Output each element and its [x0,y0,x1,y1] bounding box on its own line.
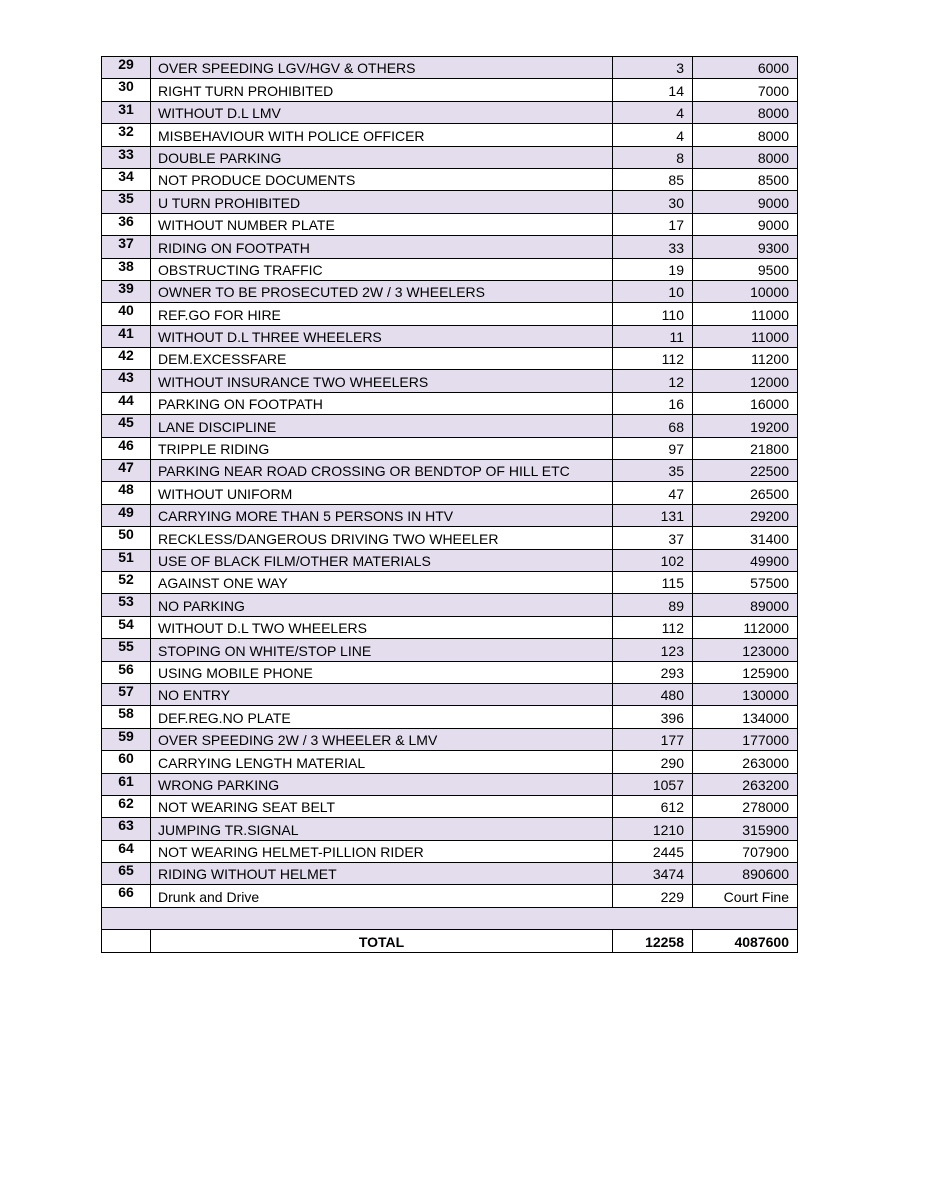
table-row [102,616,798,638]
table-row [102,392,798,414]
serial-number-cell: 33 [102,146,151,168]
table-row [102,795,798,817]
serial-number-cell: 62 [102,795,151,817]
offence-description-cell: LANE DISCIPLINE [151,415,613,437]
fine-amount-cell: 134000 [693,706,798,728]
table-row [102,683,798,705]
offence-description-cell: OVER SPEEDING LGV/HGV & OTHERS [151,57,613,79]
offence-description-cell: NO ENTRY [151,683,613,705]
fine-amount-cell: 707900 [693,840,798,862]
fine-amount-cell: 26500 [693,482,798,504]
offence-description-cell: U TURN PROHIBITED [151,191,613,213]
case-count-cell: 290 [613,751,693,773]
case-count-cell: 97 [613,437,693,459]
fine-amount-cell: 8000 [693,101,798,123]
serial-number-cell: 47 [102,460,151,482]
table-row [102,258,798,280]
total-empty-cell [102,930,151,952]
serial-number-cell: 34 [102,168,151,190]
serial-number-cell: 61 [102,773,151,795]
table-row [102,863,798,885]
serial-number-cell: 38 [102,258,151,280]
case-count-cell: 3474 [613,863,693,885]
serial-number-cell: 53 [102,594,151,616]
fine-amount-cell: 29200 [693,504,798,526]
fine-amount-cell: 9000 [693,191,798,213]
serial-number-cell: 60 [102,751,151,773]
offence-description-cell: PARKING NEAR ROAD CROSSING OR BENDTOP OF HILL ETC [151,460,613,482]
serial-number-cell: 46 [102,437,151,459]
case-count-cell: 16 [613,392,693,414]
fine-amount-cell: 16000 [693,392,798,414]
case-count-cell: 4 [613,124,693,146]
fine-amount-cell: 263200 [693,773,798,795]
offence-description-cell: NOT WEARING SEAT BELT [151,795,613,817]
offence-description-cell: OVER SPEEDING 2W / 3 WHEELER & LMV [151,728,613,750]
serial-number-cell: 35 [102,191,151,213]
case-count-cell: 123 [613,639,693,661]
table-row [102,773,798,795]
serial-number-cell: 48 [102,482,151,504]
serial-number-cell: 66 [102,885,151,907]
case-count-cell: 102 [613,549,693,571]
case-count-cell: 131 [613,504,693,526]
fine-amount-cell: 11000 [693,303,798,325]
fine-amount-cell: 89000 [693,594,798,616]
offence-description-cell: REF.GO FOR HIRE [151,303,613,325]
serial-number-cell: 64 [102,840,151,862]
fine-amount-cell: 112000 [693,616,798,638]
serial-number-cell: 29 [102,57,151,79]
fine-amount-cell: 31400 [693,527,798,549]
serial-number-cell: 42 [102,348,151,370]
case-count-cell: 3 [613,57,693,79]
fine-amount-cell: 21800 [693,437,798,459]
fine-amount-cell: 22500 [693,460,798,482]
serial-number-cell: 41 [102,325,151,347]
table-row [102,101,798,123]
total-amount-cell: 4087600 [693,930,798,952]
fine-amount-cell: 890600 [693,863,798,885]
case-count-cell: 11 [613,325,693,347]
offence-description-cell: NOT WEARING HELMET-PILLION RIDER [151,840,613,862]
table-row [102,549,798,571]
table-row [102,191,798,213]
fine-amount-cell: 315900 [693,818,798,840]
serial-number-cell: 40 [102,303,151,325]
offence-description-cell: JUMPING TR.SIGNAL [151,818,613,840]
serial-number-cell: 65 [102,863,151,885]
fine-amount-cell: 11200 [693,348,798,370]
table-row [102,728,798,750]
table-row [102,527,798,549]
total-row [102,930,798,952]
case-count-cell: 112 [613,616,693,638]
serial-number-cell: 32 [102,124,151,146]
fine-amount-cell: 177000 [693,728,798,750]
fine-amount-cell: 12000 [693,370,798,392]
table-row [102,370,798,392]
table-row [102,79,798,101]
fine-amount-cell: 9000 [693,213,798,235]
table-row [102,325,798,347]
offence-description-cell: WITHOUT INSURANCE TWO WHEELERS [151,370,613,392]
case-count-cell: 89 [613,594,693,616]
serial-number-cell: 37 [102,236,151,258]
case-count-cell: 85 [613,168,693,190]
table-row [102,571,798,593]
offence-description-cell: DEF.REG.NO PLATE [151,706,613,728]
offence-description-cell: WITHOUT NUMBER PLATE [151,213,613,235]
serial-number-cell: 55 [102,639,151,661]
serial-number-cell: 44 [102,392,151,414]
table-row [102,818,798,840]
fine-amount-cell: 9500 [693,258,798,280]
serial-number-cell: 50 [102,527,151,549]
table-row [102,168,798,190]
case-count-cell: 1057 [613,773,693,795]
case-count-cell: 2445 [613,840,693,862]
offence-description-cell: NOT PRODUCE DOCUMENTS [151,168,613,190]
table-row [102,504,798,526]
offence-description-cell: STOPING ON WHITE/STOP LINE [151,639,613,661]
case-count-cell: 293 [613,661,693,683]
serial-number-cell: 43 [102,370,151,392]
offence-description-cell: RECKLESS/DANGEROUS DRIVING TWO WHEELER [151,527,613,549]
table-row [102,751,798,773]
table-row [102,146,798,168]
fine-amount-cell: 278000 [693,795,798,817]
offence-description-cell: USING MOBILE PHONE [151,661,613,683]
table-row [102,236,798,258]
offence-description-cell: RIGHT TURN PROHIBITED [151,79,613,101]
offence-description-cell: PARKING ON FOOTPATH [151,392,613,414]
offence-description-cell: WITHOUT D.L LMV [151,101,613,123]
table-row [102,706,798,728]
fines-table [101,56,798,953]
offence-description-cell: WRONG PARKING [151,773,613,795]
serial-number-cell: 54 [102,616,151,638]
case-count-cell: 33 [613,236,693,258]
fine-amount-cell: 8000 [693,124,798,146]
fine-amount-cell: 11000 [693,325,798,347]
case-count-cell: 612 [613,795,693,817]
offence-description-cell: RIDING ON FOOTPATH [151,236,613,258]
table-row [102,303,798,325]
serial-number-cell: 58 [102,706,151,728]
offence-description-cell: USE OF BLACK FILM/OTHER MATERIALS [151,549,613,571]
offence-description-cell: WITHOUT D.L THREE WHEELERS [151,325,613,347]
serial-number-cell: 45 [102,415,151,437]
serial-number-cell: 56 [102,661,151,683]
case-count-cell: 480 [613,683,693,705]
fine-amount-cell: 8500 [693,168,798,190]
serial-number-cell: 49 [102,504,151,526]
fine-amount-cell: 123000 [693,639,798,661]
total-label-cell: TOTAL [151,930,613,952]
case-count-cell: 14 [613,79,693,101]
offence-description-cell: RIDING WITHOUT HELMET [151,863,613,885]
table-row [102,124,798,146]
fine-amount-cell: 7000 [693,79,798,101]
case-count-cell: 17 [613,213,693,235]
offence-description-cell: Drunk and Drive [151,885,613,907]
case-count-cell: 37 [613,527,693,549]
serial-number-cell: 59 [102,728,151,750]
serial-number-cell: 31 [102,101,151,123]
total-count-cell: 12258 [613,930,693,952]
fine-amount-cell: 130000 [693,683,798,705]
offence-description-cell: DEM.EXCESSFARE [151,348,613,370]
case-count-cell: 10 [613,280,693,302]
fine-amount-cell: 10000 [693,280,798,302]
serial-number-cell: 39 [102,280,151,302]
fine-amount-cell: 19200 [693,415,798,437]
serial-number-cell: 57 [102,683,151,705]
fine-amount-cell: 8000 [693,146,798,168]
fine-amount-cell: Court Fine [693,885,798,907]
case-count-cell: 110 [613,303,693,325]
blank-row [102,907,798,929]
offence-description-cell: CARRYING MORE THAN 5 PERSONS IN HTV [151,504,613,526]
table-row [102,460,798,482]
case-count-cell: 47 [613,482,693,504]
blank-cell [102,907,798,929]
case-count-cell: 35 [613,460,693,482]
table-row [102,213,798,235]
serial-number-cell: 51 [102,549,151,571]
case-count-cell: 30 [613,191,693,213]
table-row [102,594,798,616]
table-row [102,639,798,661]
offence-description-cell: WITHOUT UNIFORM [151,482,613,504]
offence-description-cell: OBSTRUCTING TRAFFIC [151,258,613,280]
case-count-cell: 68 [613,415,693,437]
case-count-cell: 112 [613,348,693,370]
table-row [102,840,798,862]
fine-amount-cell: 49900 [693,549,798,571]
case-count-cell: 4 [613,101,693,123]
case-count-cell: 115 [613,571,693,593]
fine-amount-cell: 263000 [693,751,798,773]
case-count-cell: 8 [613,146,693,168]
offence-description-cell: AGAINST ONE WAY [151,571,613,593]
fine-amount-cell: 9300 [693,236,798,258]
fine-amount-cell: 57500 [693,571,798,593]
table-row [102,348,798,370]
table-row [102,57,798,79]
table-row [102,415,798,437]
fines-table-body [102,57,798,953]
table-row [102,437,798,459]
serial-number-cell: 30 [102,79,151,101]
offence-description-cell: OWNER TO BE PROSECUTED 2W / 3 WHEELERS [151,280,613,302]
case-count-cell: 229 [613,885,693,907]
case-count-cell: 1210 [613,818,693,840]
offence-description-cell: TRIPPLE RIDING [151,437,613,459]
table-row [102,280,798,302]
table-row [102,661,798,683]
fine-amount-cell: 6000 [693,57,798,79]
case-count-cell: 12 [613,370,693,392]
table-row [102,482,798,504]
offence-description-cell: MISBEHAVIOUR WITH POLICE OFFICER [151,124,613,146]
offence-description-cell: WITHOUT D.L TWO WHEELERS [151,616,613,638]
case-count-cell: 19 [613,258,693,280]
fine-amount-cell: 125900 [693,661,798,683]
case-count-cell: 396 [613,706,693,728]
offence-description-cell: CARRYING LENGTH MATERIAL [151,751,613,773]
serial-number-cell: 36 [102,213,151,235]
offence-description-cell: DOUBLE PARKING [151,146,613,168]
serial-number-cell: 52 [102,571,151,593]
case-count-cell: 177 [613,728,693,750]
table-row [102,885,798,907]
serial-number-cell: 63 [102,818,151,840]
offence-description-cell: NO PARKING [151,594,613,616]
